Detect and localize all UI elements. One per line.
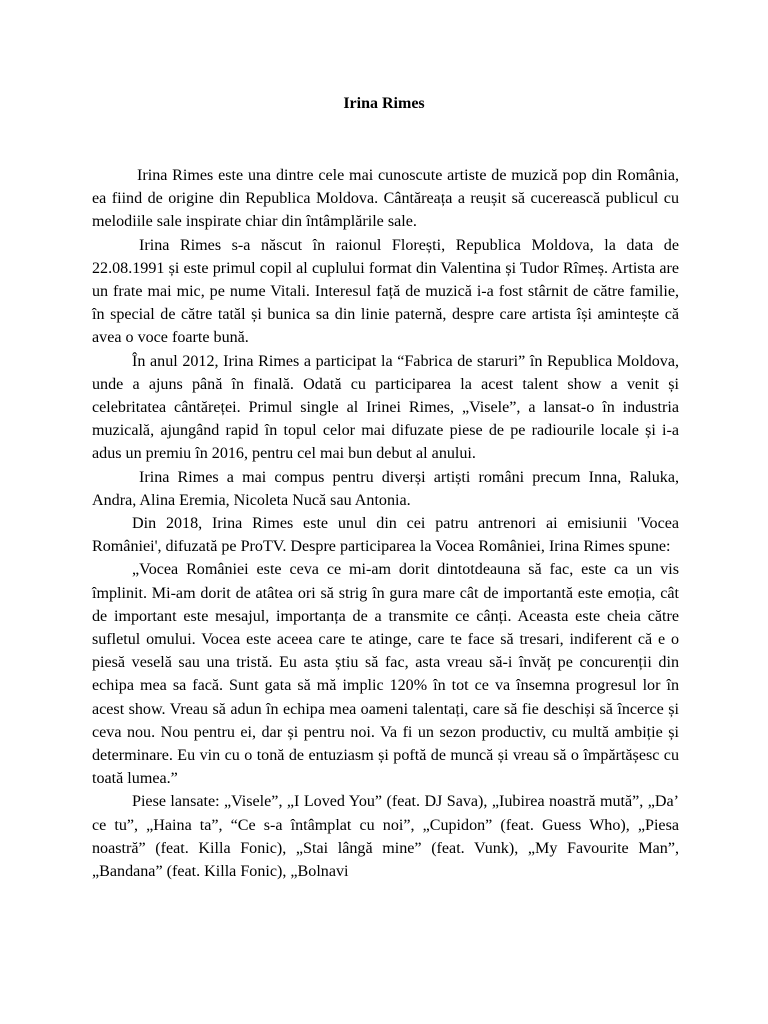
paragraph-intro: Irina Rimes este una dintre cele mai cunoscute artiste de muzică pop din România, ea fiind de origine din Republica Moldova. Cântăreața a reușit să cucerească publicul cu melodiile sale inspirate chiar din întâmplările sale. [92, 167, 679, 231]
paragraph-compositions: Irina Rimes a mai compus pentru diverși artiști români precum Inna, Raluka, Andra, Alina Eremia, Nicoleta Nucă sau Antonia. [92, 468, 679, 509]
paragraph-quote: „Vocea României este ceva ce mi-am dorit dintotdeauna să fac, este ca un vis împlinit. Mi-am dorit de atâtea ori să strig în gura mare cât de importantă este emoția, cât de important este mesajul, importanța de a transmite ce cânți. Aceasta este cheia către sufletul omului. Vocea este aceea care te atinge, care te face să tresari, indiferent că e o piesă veselă sau una tristă. Eu asta știu să fac, asta vreau să-i învăț pe concurenții din echipa mea sa facă. Sunt gata să mă implic 120% în tot ce va însemna progresul lor în acest show. Vreau să adun în echipa mea oameni talentați, care să fie deschiși să încerce și ceva nou. Nou pentru ei, dar și pentru noi. Va fi un sezon productiv, cu multă ambiție și determinare. Eu vin cu o tonă de entuziasm și poftă de muncă și vreau să o împărtășesc cu toată lumea.” [92, 561, 679, 788]
paragraph-songs: Piese lansate: „Visele”, „I Loved You” (feat. DJ Sava), „Iubirea noastră mută”, „Da’ ce tu”, „Haina ta”, “Ce s-a întâmplat cu noi”, „Cupidon” (feat. Guess Who), „Piesa noastră” (feat. Killa Fonic), „Stai lângă mine” (feat. Vunk), „My Favourite Man”, „Bandana” (feat. Killa Fonic), „Bolnavi [92, 793, 679, 881]
paragraph-career-start: În anul 2012, Irina Rimes a participat la “Fabrica de staruri” în Republica Moldova, unde a ajuns până în finală. Odată cu participarea la acest talent show a venit și celebritatea cântăreței. Primul single al Irinei Rimes, „Visele”, a lansat-o în industria muzicală, ajungând rapid în topul celor mai difuzate piese de pe radiourile locale și i-a adus un premiu în 2016, pentru cel mai bun debut al anului. [92, 352, 679, 463]
paragraph-biography: Irina Rimes s-a născut în raionul Florești, Republica Moldova, la data de 22.08.1991 și este primul copil al cuplului format din Valentina și Tudor Rîmeș. Artista are un frate mai mic, pe nume Vitali. Interesul față de muzică i-a fost stârnit de către familie, în special de către tatăl și bunica sa din linie paternă, despre care artista își amintește că avea o voce foarte bună. [92, 236, 679, 347]
document-title: Irina Rimes [343, 95, 425, 112]
document-body [92, 164, 679, 883]
paragraph-vocea-romaniei: Din 2018, Irina Rimes este unul din cei patru antrenori ai emisiunii 'Vocea României', difuzată pe ProTV. Despre participarea la Vocea României, Irina Rimes spune: [92, 515, 679, 556]
